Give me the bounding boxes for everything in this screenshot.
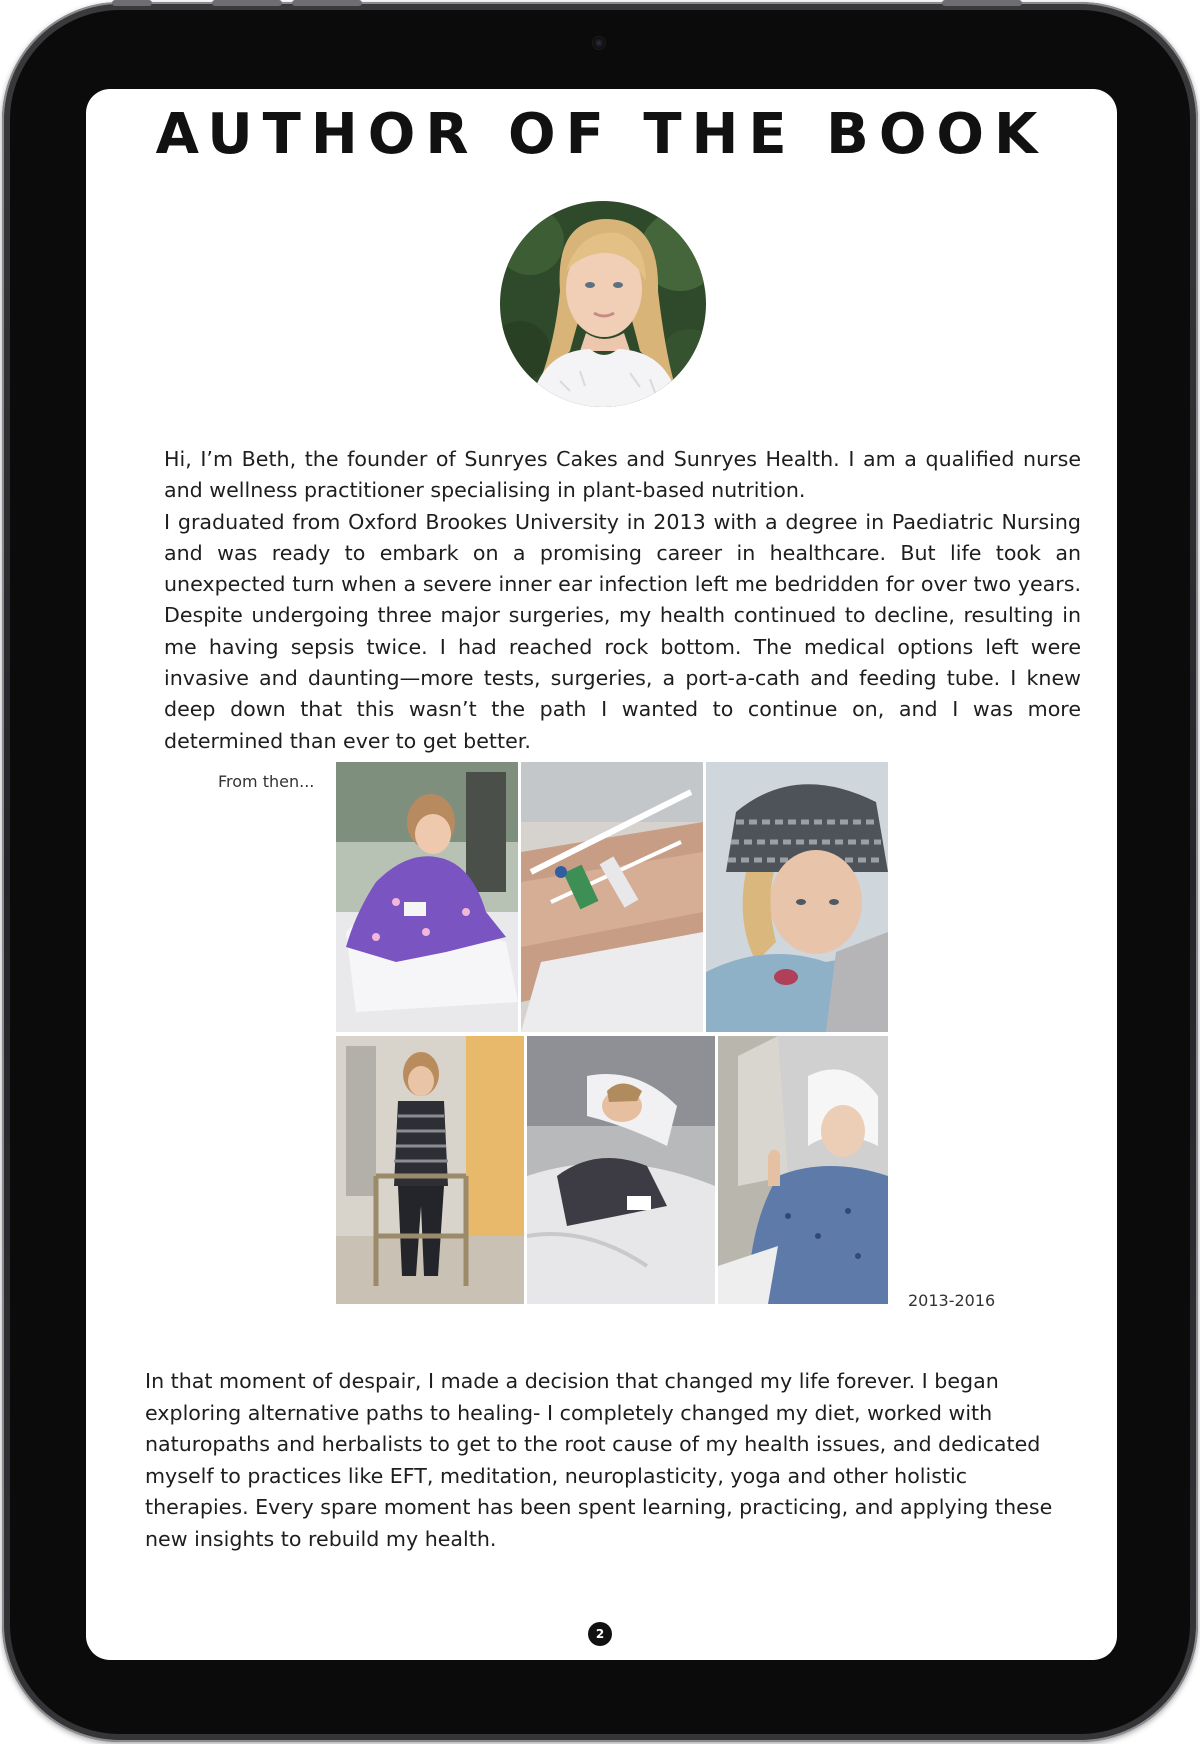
page-number-badge: 2 xyxy=(588,1622,612,1646)
author-portrait xyxy=(500,201,706,407)
photo-iv-lines-arm xyxy=(521,762,703,1032)
volume-up-button xyxy=(212,0,282,6)
side-button xyxy=(112,0,152,6)
caption-from-then: From then... xyxy=(218,772,315,791)
intro-paragraph-2: I graduated from Oxford Brookes University in 2013 with a degree in Paediatric Nursing and was ready to embark on a promising career in healthcare. But life took an unexpected turn when a severe inner ear infection left me bedridden for over two years. Despite undergoing three major surgeries, my health continued to decline, resulting in me having sepsis twice. I had reached rock bottom. The medical options left were invasive and daunting—more tests, surgeries, a port-a-cath and feeding tube. I knew deep down that this wasn’t the path I wanted to continue on, and I was more determined than ever to get better. xyxy=(164,509,1081,753)
volume-down-button xyxy=(292,0,362,6)
power-button xyxy=(942,0,1022,6)
page-title: AUTHOR OF THE BOOK xyxy=(155,102,1048,167)
photo-woman-in-beanie xyxy=(706,762,888,1032)
intro-paragraph-1: Hi, I’m Beth, the founder of Sunryes Cakes and Sunryes Health. I am a qualified nurse and wellness practitioner specialising in plant-based nutrition. xyxy=(164,447,1081,503)
photo-girl-in-hospital-bed xyxy=(336,762,518,1032)
photo-woman-thumbs-up xyxy=(718,1036,888,1304)
photo-woman-with-walker xyxy=(336,1036,524,1304)
camera-icon xyxy=(592,36,606,50)
outro-paragraph: In that moment of despair, I made a decision that changed my life forever. I began exploring alternative paths to healing- I completely changed my diet, worked with naturopaths and herbalists to get to the root cause of my health issues, and dedicated myself to practices like EFT, meditation, neuroplasticity, yoga and other holistic therapies. Every spare moment has been spent learning, practicing, and applying these new insights to rebuild my health. xyxy=(145,1369,1053,1551)
document-page[interactable] xyxy=(86,89,1117,1660)
photo-woman-in-hospital-bed xyxy=(527,1036,715,1304)
tablet-frame xyxy=(2,2,1198,1742)
intro-text xyxy=(164,444,1081,757)
caption-years: 2013-2016 xyxy=(908,1291,996,1310)
